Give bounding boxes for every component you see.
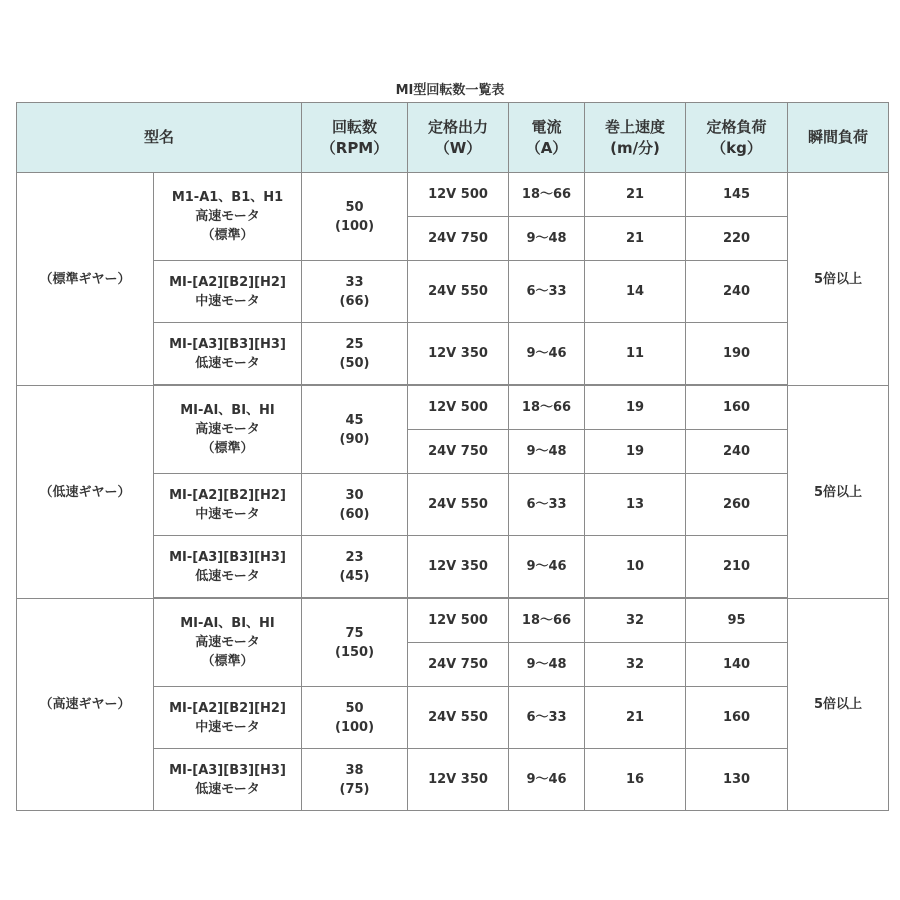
model-name: MI-AI、BI、HI [180, 403, 275, 418]
rpm-value: 33 [345, 274, 364, 290]
model-cell [154, 536, 302, 598]
rpm-value: 50 [345, 700, 364, 716]
header-row [17, 103, 889, 173]
current-cell: 6～33 [509, 687, 585, 749]
rpm-value: 30 [345, 487, 364, 503]
motor-type: 中速モータ [195, 506, 260, 522]
load-cell: 210 [686, 536, 788, 598]
rpm-cell [302, 749, 408, 811]
header-model: 型名 [17, 103, 302, 173]
gear-cell: （高速ギヤー） [17, 599, 154, 811]
header-load [686, 103, 788, 173]
motor-note: （標準） [201, 441, 254, 456]
gear-cell: （標準ギヤー） [17, 173, 154, 386]
table-row [17, 173, 889, 217]
header-peak: 瞬間負荷 [788, 103, 889, 173]
current-cell: 9～46 [509, 323, 585, 385]
motor-type: 高速モータ [195, 422, 260, 437]
header-output-unit: （W） [434, 138, 482, 157]
speed-cell: 19 [585, 386, 686, 430]
speed-cell: 32 [585, 599, 686, 643]
header-load-line: 定格負荷 [706, 117, 767, 136]
model-cell [154, 687, 302, 749]
rpm-value: 50 [345, 199, 364, 215]
model-cell [154, 749, 302, 811]
header-load-unit: （kg） [711, 138, 762, 157]
current-cell: 9～46 [509, 749, 585, 811]
motor-type: 中速モータ [195, 293, 260, 309]
rpm-value-alt: (50) [339, 355, 370, 371]
output-cell: 24V 750 [408, 643, 509, 687]
current-cell: 6～33 [509, 261, 585, 323]
rpm-value-alt: (45) [339, 568, 370, 584]
model-cell [154, 173, 302, 261]
header-current [509, 103, 585, 173]
rpm-value-alt: (100) [335, 719, 375, 735]
current-cell: 6～33 [509, 474, 585, 536]
speed-cell: 21 [585, 687, 686, 749]
current-cell: 9～48 [509, 643, 585, 687]
output-cell: 24V 550 [408, 261, 509, 323]
header-rpm [302, 103, 408, 173]
model-name: MI-[A3][B3][H3] [169, 762, 286, 778]
rpm-cell [302, 261, 408, 323]
speed-cell: 14 [585, 261, 686, 323]
rpm-value: 23 [345, 549, 364, 565]
output-cell: 12V 350 [408, 323, 509, 385]
load-cell: 240 [686, 430, 788, 474]
rpm-cell [302, 474, 408, 536]
peak-cell: 5倍以上 [788, 173, 889, 386]
output-cell: 12V 500 [408, 173, 509, 217]
current-cell: 9～48 [509, 217, 585, 261]
speed-cell: 16 [585, 749, 686, 811]
load-cell: 145 [686, 173, 788, 217]
speed-cell: 32 [585, 643, 686, 687]
header-speed-line: 巻上速度 [605, 117, 666, 136]
peak-cell: 5倍以上 [788, 386, 889, 599]
header-rpm-unit: （RPM） [320, 138, 389, 157]
current-cell: 9～48 [509, 430, 585, 474]
header-current-line: 電流 [531, 117, 562, 136]
rpm-value: 45 [345, 412, 364, 428]
speed-cell: 21 [585, 173, 686, 217]
load-cell: 220 [686, 217, 788, 261]
current-cell: 9～46 [509, 536, 585, 598]
rpm-value-alt: (100) [335, 218, 375, 234]
model-name: M1-A1、B1、H1 [171, 190, 284, 205]
model-name: MI-[A2][B2][H2] [169, 274, 286, 290]
model-cell [154, 599, 302, 687]
current-cell: 18～66 [509, 173, 585, 217]
header-output-line: 定格出力 [428, 117, 489, 136]
model-name: MI-[A2][B2][H2] [169, 487, 286, 503]
rpm-value-alt: (60) [339, 506, 370, 522]
table-row [17, 386, 889, 430]
header-speed-unit: (m/分) [610, 138, 660, 157]
rpm-cell [302, 536, 408, 598]
model-cell [154, 323, 302, 385]
gear-cell: （低速ギヤー） [17, 386, 154, 599]
motor-type: 低速モータ [195, 568, 260, 584]
model-name: MI-AI、BI、HI [180, 616, 275, 631]
rpm-value: 25 [345, 336, 364, 352]
rpm-cell [302, 323, 408, 385]
rpm-value: 75 [345, 625, 364, 641]
model-cell [154, 261, 302, 323]
model-name: MI-[A3][B3][H3] [169, 336, 286, 352]
model-name: MI-[A3][B3][H3] [169, 549, 286, 565]
rpm-cell [302, 173, 408, 261]
load-cell: 240 [686, 261, 788, 323]
output-cell: 24V 550 [408, 687, 509, 749]
header-current-unit: （A） [525, 138, 568, 157]
load-cell: 130 [686, 749, 788, 811]
current-cell: 18～66 [509, 599, 585, 643]
motor-note: （標準） [201, 228, 254, 243]
speed-cell: 21 [585, 217, 686, 261]
rpm-spec-table [16, 102, 889, 811]
model-cell [154, 386, 302, 474]
rpm-cell [302, 386, 408, 474]
speed-cell: 19 [585, 430, 686, 474]
load-cell: 260 [686, 474, 788, 536]
output-cell: 24V 550 [408, 474, 509, 536]
motor-type: 高速モータ [195, 635, 260, 650]
rpm-value-alt: (66) [339, 293, 370, 309]
output-cell: 12V 500 [408, 386, 509, 430]
load-cell: 95 [686, 599, 788, 643]
current-cell: 18～66 [509, 386, 585, 430]
header-rpm-line: 回転数 [332, 117, 378, 136]
rpm-cell [302, 599, 408, 687]
speed-cell: 11 [585, 323, 686, 385]
speed-cell: 13 [585, 474, 686, 536]
rpm-value-alt: (150) [335, 644, 375, 660]
model-name: MI-[A2][B2][H2] [169, 700, 286, 716]
rpm-value-alt: (90) [339, 431, 370, 447]
load-cell: 140 [686, 643, 788, 687]
output-cell: 24V 750 [408, 217, 509, 261]
rpm-cell [302, 687, 408, 749]
rpm-value-alt: (75) [339, 781, 370, 797]
header-speed [585, 103, 686, 173]
output-cell: 12V 350 [408, 536, 509, 598]
motor-type: 低速モータ [195, 355, 260, 371]
output-cell: 12V 350 [408, 749, 509, 811]
motor-note: （標準） [201, 654, 254, 669]
output-cell: 24V 750 [408, 430, 509, 474]
table-title: MI型回転数一覧表 [395, 83, 505, 98]
header-output [408, 103, 509, 173]
load-cell: 160 [686, 687, 788, 749]
load-cell: 160 [686, 386, 788, 430]
motor-type: 低速モータ [195, 781, 260, 797]
speed-cell: 10 [585, 536, 686, 598]
load-cell: 190 [686, 323, 788, 385]
model-cell [154, 474, 302, 536]
motor-type: 高速モータ [195, 209, 260, 224]
peak-cell: 5倍以上 [788, 599, 889, 811]
motor-type: 中速モータ [195, 719, 260, 735]
output-cell: 12V 500 [408, 599, 509, 643]
rpm-value: 38 [345, 762, 364, 778]
table-row [17, 599, 889, 643]
